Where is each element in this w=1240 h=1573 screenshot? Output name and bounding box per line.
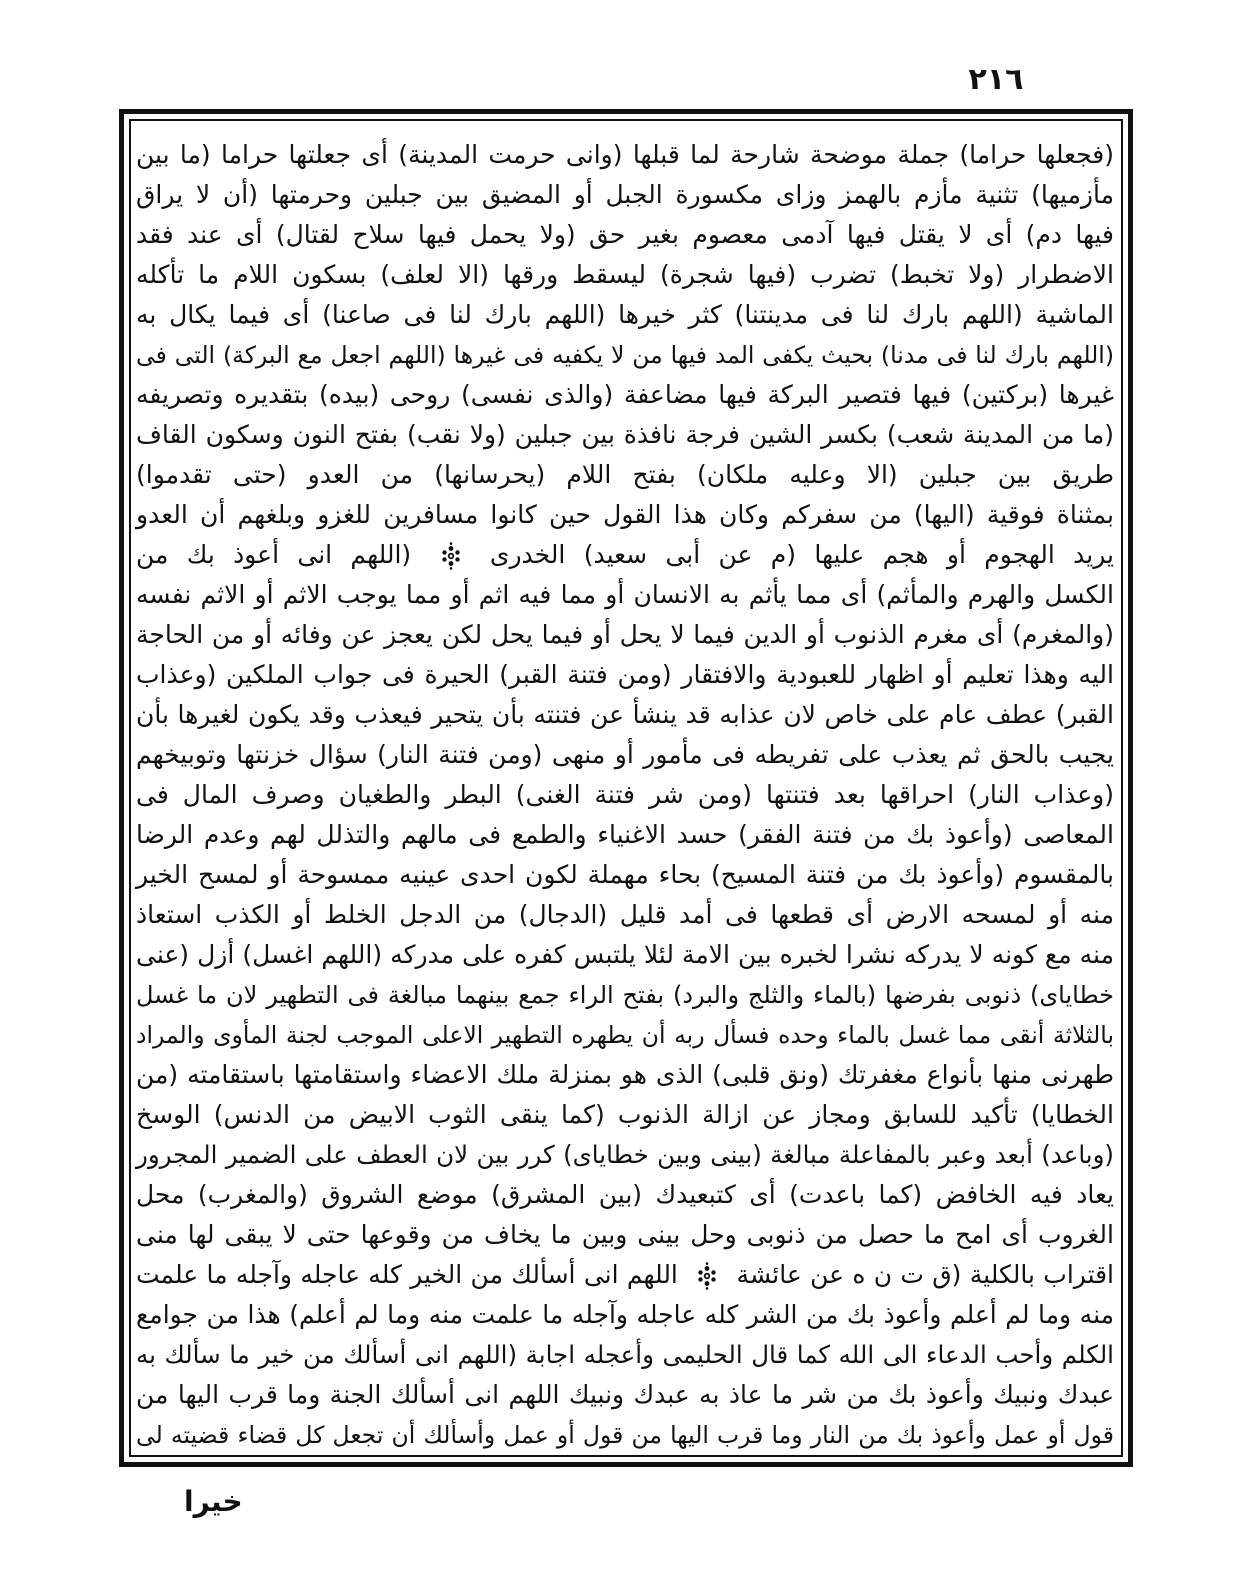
text-line: طريق بين جبلين (الا وعليه ملكان) بفتح اللام (يحرسانها) من العدو (حتى تقدموا)	[136, 460, 1114, 489]
text-line: يعاد فيه الخافض (كما باعدت) أى كتبعيدك (بين المشرق) موضع الشروق (والمغرب) محل	[136, 1180, 1114, 1209]
text-line: الكلم وأحب الدعاء الى الله كما قال الحليمى وأعجله اجابة (اللهم انى أسألك من خير ما سألك به	[136, 1340, 1114, 1369]
text-line: (اللهم بارك لنا فى مدنا) بحيث يكفى المد فيها من لا يكفيه فى غيرها (اللهم اجعل مع البركة) التى فى	[136, 341, 1114, 369]
text-line: طهرنى منها بأنواع مغفرتك (ونق قلبى) الذى هو بمنزلة ملك الاعضاء واستقامتها باستقامته (من	[136, 1060, 1114, 1089]
text-line: خطاياى) ذنوبى بفرضها (بالماء والثلج والبرد) بفتح الراء جمع بينهما مبالغة فى التطهير لان ما غسل	[136, 981, 1114, 1009]
text-line: عبدك ونبيك وأعوذ بك من شر ما عاذ به عبدك ونبيك اللهم انى أسألك الجنة وما قرب اليها من	[136, 1380, 1114, 1409]
body-text	[136, 135, 1114, 1455]
text-line: الكسل والهرم والمأثم) أى مما يأثم به الانسان أو مما فيه اثم أو مما يوجب الاثم أو الاثم نفسه	[136, 580, 1114, 609]
text-line: (والمغرم) أى مغرم الذنوب أو الدين فيما لا يحل أو فيما يحل لكن يعجز عن وفائه أو من الحاجة	[136, 620, 1114, 649]
text-line: (وعذاب النار) احراقها بعد فتنتها (ومن شر فتنة الغنى) البطر والطغيان وصرف المال فى	[136, 780, 1114, 809]
text-line: اليه وهذا تعليم أو اظهار للعبودية والافتقار (ومن فتنة القبر) الحيرة فى جواب الملكين (وعذاب	[136, 660, 1114, 689]
page-number: ٢١٦	[968, 62, 1024, 97]
catchword: خيرا	[184, 1485, 243, 1518]
text-segment: اللهم انى أسألك من الخير كله عاجله وآجله ما علمت	[136, 1260, 678, 1289]
text-line: المعاصى (وأعوذ بك من فتنة الفقر) حسد الاغنياء والطمع فى مالهم والتذلل لهم وعدم الرضا	[136, 820, 1114, 849]
text-line: (وباعد) أبعد وعبر بالمفاعلة مبالغة (بينى وبين خطاياى) كرر بين لان العطف على الضمير المجرور	[136, 1140, 1114, 1169]
text-line: بالثلاثة أنقى مما غسل بالماء وحده فسأل ربه أن يطهره التطهير الاعلى الموجب لجنة المأوى والمراد	[136, 1021, 1114, 1049]
rosette-ornament-icon	[696, 1262, 718, 1290]
text-line: الغروب أى امح ما حصل من ذنوبى وحل بينى وبين ما يخاف من وقوعها حتى لا يبقى لها منى	[136, 1220, 1114, 1249]
text-line: بالمقسوم (وأعوذ بك من فتنة المسيح) بحاء مهملة لكون احدى عينيه ممسوحة أو لمسح الخير	[136, 860, 1114, 889]
text-line: يجيب بالحق ثم يعذب على تفريطه فى مأمور أو منهى (ومن فتنة النار) سؤال خزنتها وتوبيخهم	[136, 740, 1114, 769]
text-line: الاضطرار (ولا تخبط) تضرب (فيها شجرة) ليسقط ورقها (الا لعلف) بسكون اللام ما تأكله	[136, 260, 1114, 289]
text-line: (فجعلها حراما) جملة موضحة شارحة لما قبلها (وانى حرمت المدينة) أى جعلتها حراما (ما بين	[136, 140, 1114, 169]
text-line: غيرها (بركتين) فيها فتصير البركة فيها مضاعفة (والذى نفسى) روحى (بيده) بتقديره وتصريفه	[136, 380, 1114, 409]
text-segment: يريد الهجوم أو هجم عليها (م عن أبى سعيد) الخدرى	[489, 540, 1115, 569]
text-line: الخطايا) تأكيد للسابق ومجاز عن ازالة الذنوب (كما ينقى الثوب الابيض من الدنس) الوسخ	[136, 1100, 1114, 1129]
rosette-ornament-icon	[440, 542, 462, 570]
text-line: الماشية (اللهم بارك لنا فى مدينتنا) كثر خيرها (اللهم بارك لنا فى صاعنا) أى فيما يكال به	[136, 300, 1114, 329]
text-line	[136, 1255, 1114, 1295]
text-line: قول أو عمل وأعوذ بك من النار وما قرب اليها من قول أو عمل وأسألك أن تجعل كل قضاء قضيته لى	[136, 1421, 1114, 1449]
text-line: مأزميها) تثنية مأزم بالهمز وزاى مكسورة الجبل أو المضيق بين جبلين وحرمتها (أن لا يراق	[136, 180, 1114, 209]
text-line: فيها دم) أى لا يقتل فيها آدمى معصوم بغير حق (ولا يحمل فيها سلاح لقتال) أى عند فقد	[136, 220, 1114, 249]
text-line	[136, 535, 1114, 575]
text-segment: (اللهم انى أعوذ بك من	[136, 540, 412, 569]
text-line: منه مع كونه لا يدركه نشرا لخبره بين الامة لئلا يلتبس كفره على مدركه (اللهم اغسل) أزل (عنى	[136, 940, 1114, 969]
text-line: القبر) عطف عام على خاص لان عذابه قد ينشأ عن فتنته بأن يتحير فيعذب وقد يكون لغيرها بأن	[136, 700, 1114, 729]
text-line: بمثناة فوقية (اليها) من سفركم وكان هذا القول حين كانوا مسافرين للغزو وبلغهم أن العدو	[136, 500, 1114, 529]
text-line: (ما من المدينة شعب) بكسر الشين فرجة نافذة بين جبلين (ولا نقب) بفتح النون وسكون القاف	[136, 420, 1114, 449]
text-segment: اقتراب بالكلية (ق ت ن ه عن عائشة	[736, 1260, 1115, 1289]
text-line: منه وما لم أعلم وأعوذ بك من الشر كله عاجله وآجله ما علمت منه وما لم أعلم) هذا من جوامع	[136, 1300, 1114, 1329]
text-line: منه أو لمسحه الارض أى قطعها فى أمد قليل (الدجال) من الدجل الخلط أو الكذب استعاذ	[136, 900, 1114, 929]
